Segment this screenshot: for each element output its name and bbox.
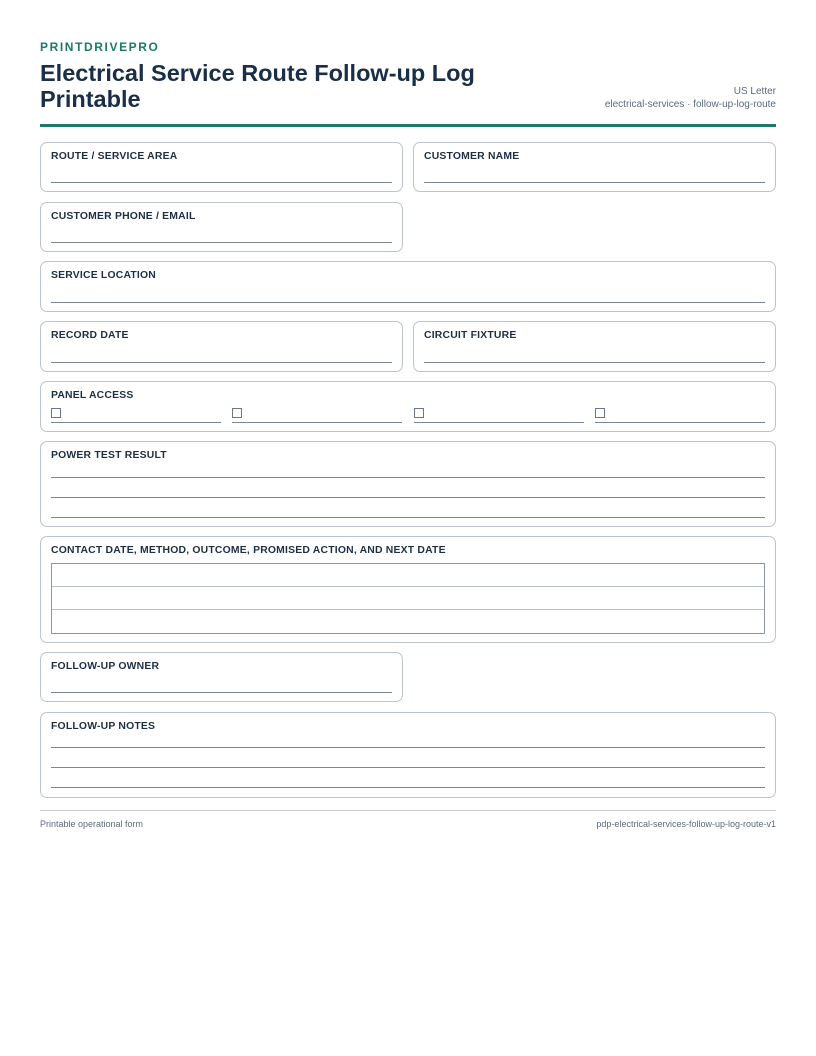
power-test-result-line-3[interactable] [51, 517, 765, 518]
paper-size: US Letter [733, 86, 776, 97]
contact-log-table [51, 563, 765, 634]
follow-up-notes-line-1[interactable] [51, 747, 765, 748]
form-page [40, 40, 776, 127]
customer-name-line[interactable] [424, 182, 765, 183]
footer-left-text: Printable operational form [40, 819, 144, 829]
follow-up-notes-line-3[interactable] [51, 787, 765, 788]
route-service-area-line[interactable] [51, 182, 392, 183]
panel-access-option-2[interactable] [232, 407, 402, 423]
header-meta [605, 85, 776, 111]
circuit-fixture-field [413, 321, 776, 372]
customer-phone-email-label: CUSTOMER PHONE / EMAIL [51, 211, 196, 222]
route-service-area-label: ROUTE / SERVICE AREA [51, 151, 178, 162]
power-test-result-label: POWER TEST RESULT [51, 450, 167, 461]
record-date-label: RECORD DATE [51, 330, 129, 341]
service-location-line[interactable] [51, 302, 765, 303]
contact-log-label: CONTACT DATE, METHOD, OUTCOME, PROMISED ACTION, AND NEXT DATE [51, 545, 446, 556]
footer-form-id: pdp-electrical-services-follow-up-log-route-v1 [596, 819, 776, 829]
record-date-field [40, 321, 403, 372]
power-test-result-field [40, 441, 776, 527]
route-service-area-field [40, 142, 403, 192]
panel-access-option-4[interactable] [595, 407, 765, 423]
category-path: electrical-services · follow-up-log-route [604, 99, 776, 110]
panel-access-option-1[interactable] [51, 407, 221, 423]
form-header [40, 54, 776, 127]
table-row[interactable] [52, 587, 764, 610]
contact-log-field [40, 536, 776, 643]
panel-access-label: PANEL ACCESS [51, 390, 134, 401]
panel-access-option-3[interactable] [414, 407, 584, 423]
follow-up-notes-label: FOLLOW-UP NOTES [51, 721, 156, 732]
checkbox-icon[interactable] [414, 408, 424, 418]
power-test-result-line-2[interactable] [51, 497, 765, 498]
panel-access-field [40, 381, 776, 432]
circuit-fixture-label: CIRCUIT FIXTURE [424, 330, 517, 341]
table-row[interactable] [52, 610, 764, 633]
customer-name-label: CUSTOMER NAME [424, 151, 520, 162]
power-test-result-line-1[interactable] [51, 477, 765, 478]
table-row[interactable] [52, 564, 764, 587]
checkbox-icon[interactable] [595, 408, 605, 418]
customer-phone-email-field [40, 202, 403, 252]
customer-name-field [413, 142, 776, 192]
page-footer [40, 810, 776, 829]
checkbox-icon[interactable] [51, 408, 61, 418]
service-location-field [40, 261, 776, 312]
service-location-label: SERVICE LOCATION [51, 270, 156, 281]
record-date-line[interactable] [51, 362, 392, 363]
customer-phone-email-line[interactable] [51, 242, 392, 243]
follow-up-notes-field [40, 712, 776, 798]
checkbox-icon[interactable] [232, 408, 242, 418]
circuit-fixture-line[interactable] [424, 362, 765, 363]
page-title: Electrical Service Route Follow-up Log Printable [40, 60, 475, 112]
brand-name: PRINTDRIVEPRO [40, 40, 160, 54]
follow-up-notes-line-2[interactable] [51, 767, 765, 768]
follow-up-owner-field [40, 652, 403, 702]
follow-up-owner-label: FOLLOW-UP OWNER [51, 661, 160, 672]
follow-up-owner-line[interactable] [51, 692, 392, 693]
